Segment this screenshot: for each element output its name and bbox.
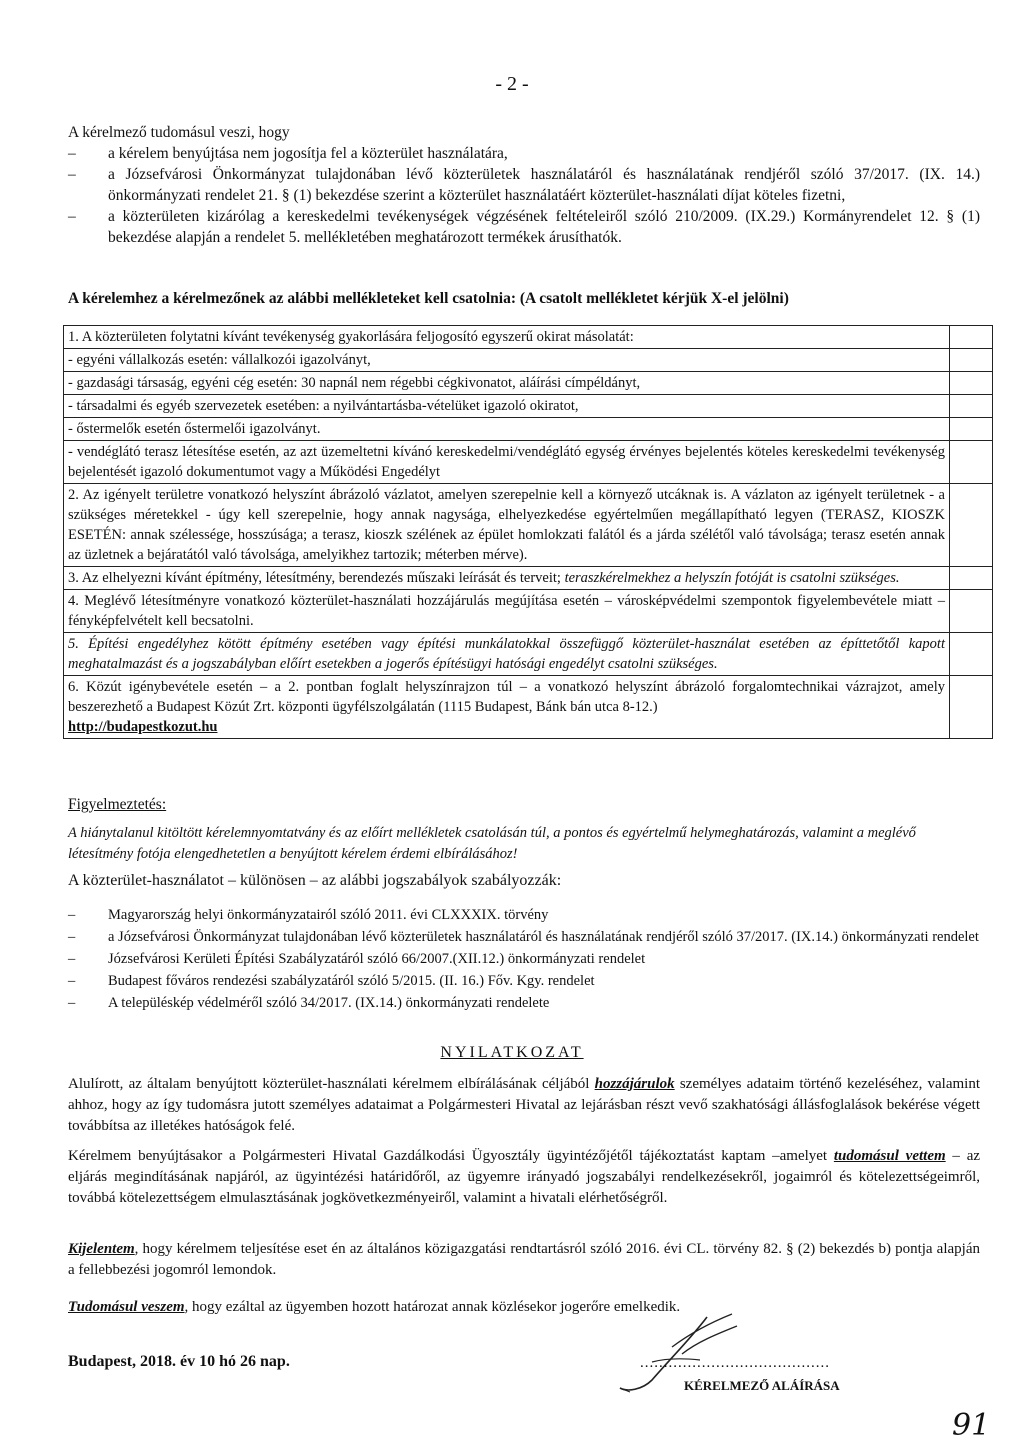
table-row xyxy=(64,633,993,676)
laws-title: A közterület-használatot – különösen – az alábbi jogszabályok szabályozzák: xyxy=(68,872,562,889)
intro-item: – a Józsefvárosi Önkormányzat tulajdonában lévő közterületek használatáról és használatának rendjéről szóló 37/2017. (IX. 14.) önkormányzati rendelet 21. § (1) bekezdése szerint a közterület használatáért közterület-használati díjat köteles fizetni, xyxy=(68,164,980,206)
attachment-5-text: 5. Építési engedélyhez kötött építmény esetében vagy építési munkálatokkal összefüggő közterület-használat esetében az építtetőtől kapott meghatalmazást és a jogszabályban előírt esetekben a jogerős építésügyi hatósági engedélyt csatolni szükséges. xyxy=(64,633,950,676)
attachment-2-text: 2. Az igényelt területre vonatkozó helyszínt ábrázoló vázlatot, amelyen szerepelnie kell a környező utcáknak is. A vázlaton az igényelt területnek - a szükséges méretekkel - úgy kell szerepelnie, hogy annak nagysága, elhelyezkedése egyértelműen megállapítható legyen (TERASZ, KIOSZK ESETÉN: annak szélessége, hosszúsága; a terasz, kioszk szélének az épület homlokzati falától és a járda szélétől való távolsága; terasz esetén annak az üzletnek a bejáratától való távolsága, amelyikhez tartozik; méterben mérve). xyxy=(64,484,950,567)
declaration-text: Alulírott, az általam benyújtott közterület-használati kérelmem elbírálásának céljából xyxy=(68,1076,595,1092)
declaration-text: Kérelmem benyújtásakor a Polgármesteri Hivatal Gazdálkodási Ügyosztály ügyintézőjétől tájékoztatást kaptam –amelyet xyxy=(68,1148,834,1164)
attachment-1d-checkbox[interactable] xyxy=(950,418,993,441)
table-row xyxy=(64,326,993,349)
table-row xyxy=(64,441,993,484)
budapest-kozut-link[interactable]: http://budapestkozut.hu xyxy=(68,719,218,735)
attachments-title: A kérelemhez a kérelmezőnek az alábbi mellékleteket kell csatolnia: (A csatolt mellékletet kérjük X-el jelölni) xyxy=(68,290,789,307)
attachment-3-italic: teraszkérelmekhez a helyszín fotóját is csatolni szükséges. xyxy=(564,570,900,586)
attachment-5-checkbox[interactable] xyxy=(950,633,993,676)
attachment-1e-checkbox[interactable] xyxy=(950,441,993,484)
table-row xyxy=(64,349,993,372)
declaration-text: – az eljárás megindításának napjáról, az ügyintézési határidőről, az ügyemre irányadó jogszabályi rendelkezésekről, jogaimról és kötelezettségeimről, továbbá kötelezettségem elmulasztásának jogkövetkezményeiről, valamint a hivatali elérhetőségről. xyxy=(68,1148,981,1206)
attachment-3-checkbox[interactable] xyxy=(950,567,993,590)
table-row xyxy=(64,676,993,739)
page-number: - 2 - xyxy=(495,73,529,95)
declaration-paragraph-2 xyxy=(68,1146,980,1209)
attachment-4-checkbox[interactable] xyxy=(950,590,993,633)
attachment-4-text: 4. Meglévő létesítményre vonatkozó közterület-használati hozzájárulás megújítása esetén – városképvédelmi szempontok figyelembevétele miatt – fényképfelvételt kell becsatolni. xyxy=(64,590,950,633)
attachment-3-text xyxy=(64,567,950,590)
declaration-emphasis: tudomásul vettem xyxy=(833,1148,946,1164)
signature-line: ........................................ xyxy=(640,1355,830,1371)
table-row xyxy=(64,567,993,590)
attachments-table xyxy=(63,325,993,739)
warning-heading: Figyelmeztetés: xyxy=(68,796,167,813)
declaration-emphasis: Kijelentem xyxy=(68,1241,135,1257)
attachment-6-checkbox[interactable] xyxy=(950,676,993,739)
attachment-1-sub: - vendéglátó terasz létesítése esetén, az azt üzemeltetni kívánó kereskedelmi/vendéglátó egység érvényes bejelentés köteles kereskedelmi tevékenység bejelentését igazoló dokumentumot vagy a Működési Engedélyt xyxy=(64,441,950,484)
attachment-3-main: 3. Az elhelyezni kívánt építmény, létesítmény, berendezés műszaki leírását és terveit; xyxy=(68,570,565,586)
declaration-emphasis: Tudomásul veszem xyxy=(68,1299,185,1315)
declaration-title: NYILATKOZAT xyxy=(440,1044,584,1061)
attachment-1-sub: - társadalmi és egyéb szervezetek esetében: a nyilvántartásba-vételüket igazoló okiratot, xyxy=(64,395,950,418)
attachment-2-checkbox[interactable] xyxy=(950,484,993,567)
declaration-paragraph-1 xyxy=(68,1074,980,1137)
attachment-1b-checkbox[interactable] xyxy=(950,372,993,395)
attachment-1-sub: - gazdasági társaság, egyéni cég esetén: 30 napnál nem régebbi cégkivonatot, aláírási címpéldányt, xyxy=(64,372,950,395)
intro-item: – a kérelem benyújtása nem jogosítja fel a közterület használatára, xyxy=(68,143,980,164)
attachment-6-main: 6. Közút igénybevétele esetén – a 2. pontban foglalt helyszínrajzon túl – a vonatkozó helyszínt ábrázoló forgalomtechnikai vázrajzot, amely beszerezhető a Budapest Közút Zrt. központi ügyfélszolgálatán (1115 Budapest, Bánk bán utca 8-12.) xyxy=(68,679,945,715)
attachment-1-sub: - egyéni vállalkozás esetén: vállalkozói igazolványt, xyxy=(64,349,950,372)
table-row xyxy=(64,484,993,567)
declaration-text: személyes adataim történő kezeléséhez, valamint ahhoz, hogy az így tudomásra jutott személyes adataimat a Polgármesteri Hivatal az lejárásban részt vevő szakhatósági állásfoglalások bekérése végett továbbítsa az illetékes hatóságok felé. xyxy=(68,1076,980,1134)
warning-text: A hiánytalanul kitöltött kérelemnyomtatvány és az előírt mellékletek csatolásán túl, a pontos és egyértelmű helymeghatározás, valamint a meglévő létesítmény fotója elengedhetetlen a benyújtott kérelem érdemi elbírálásához! xyxy=(68,825,916,862)
attachment-6-text xyxy=(64,676,950,739)
declaration-text: , hogy ezáltal az ügyemben hozott határozat annak közlésekor jogerőre emelkedik. xyxy=(184,1299,681,1315)
date-line: Budapest, 2018. év 10 hó 26 nap. xyxy=(68,1353,290,1370)
table-row xyxy=(64,372,993,395)
attachment-1-sub: - őstermelők esetén őstermelői igazolványt. xyxy=(64,418,950,441)
signature-label: KÉRELMEZŐ ALÁÍRÁSA xyxy=(684,1378,840,1393)
table-row xyxy=(64,418,993,441)
law-item: – Józsefvárosi Kerületi Építési Szabályzatáról szóló 66/2007.(XII.12.) önkormányzati rendelet xyxy=(68,948,980,970)
law-item: – Budapest főváros rendezési szabályzatáról szóló 5/2015. (II. 16.) Főv. Kgy. rendelet xyxy=(68,970,980,992)
law-item: – Magyarország helyi önkormányzatairól szóló 2011. évi CLXXXIX. törvény xyxy=(68,904,980,926)
intro-item: – a közterületen kizárólag a kereskedelmi tevékenységek végzésének feltételeiről szóló 210/2009. (IX.29.) Kormányrendelet 12. § (1) bekezdése alapján a rendelet 5. mellékletében meghatározott termékek árusíthatók. xyxy=(68,206,980,248)
attachment-1a-checkbox[interactable] xyxy=(950,349,993,372)
declaration-paragraph-3 xyxy=(68,1239,980,1281)
laws-list xyxy=(68,904,980,1014)
law-item: – a Józsefvárosi Önkormányzat tulajdonában lévő közterületek használatáról és használatának rendjéről szóló 37/2017. (IX.14.) önkormányzati rendelet xyxy=(68,926,980,948)
attachment-1c-checkbox[interactable] xyxy=(950,395,993,418)
table-row xyxy=(64,590,993,633)
table-row xyxy=(64,395,993,418)
intro-list xyxy=(68,143,980,248)
attachment-1-heading: 1. A közterületen folytatni kívánt tevékenység gyakorlására feljogosító egyszerű okirat másolatát: xyxy=(64,326,950,349)
declaration-paragraph-4 xyxy=(68,1297,980,1318)
law-item: – A településkép védelméről szóló 34/2017. (IX.14.) önkormányzati rendelete xyxy=(68,992,980,1014)
intro-title: A kérelmező tudomásul veszi, hogy xyxy=(68,124,290,141)
declaration-emphasis: hozzájárulok xyxy=(594,1076,675,1092)
attachment-1-checkbox[interactable] xyxy=(950,326,993,349)
declaration-text: , hogy kérelmem teljesítése eset én az általános közigazgatási rendtartásról szóló 2016. évi CL. törvény 82. § (2) bekezdés b) pontja alapján a fellebbezési jogomról lemondok. xyxy=(68,1241,980,1278)
handwritten-page-number: 91 xyxy=(952,1408,991,1443)
